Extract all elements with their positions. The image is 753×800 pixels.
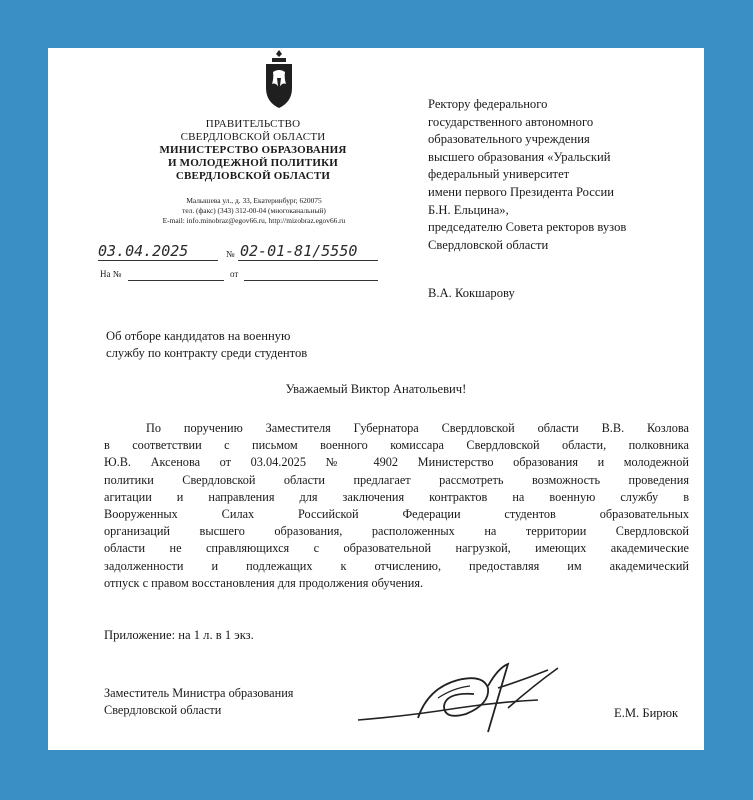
body-line: области не справляющихся с образовательной нагрузкой, имеющих академические bbox=[104, 541, 689, 556]
number-underline bbox=[238, 260, 378, 261]
body-line: политики Свердловской области предлагает рассмотреть возможность проведения bbox=[104, 472, 689, 487]
ministry-contacts bbox=[104, 196, 404, 226]
header-line: СВЕРДЛОВСКОЙ ОБЛАСТИ bbox=[175, 170, 331, 182]
header-line: И МОЛОДЕЖНОЙ ПОЛИТИКИ bbox=[167, 157, 339, 169]
signer-name: Е.М. Бирюк bbox=[614, 706, 679, 720]
subject-line: службу по контракту среди студентов bbox=[106, 346, 308, 360]
number-label: № bbox=[226, 249, 235, 259]
date-underline bbox=[98, 260, 218, 261]
body-line: отпуск с правом восстановления для продолжения обучения. bbox=[104, 575, 424, 590]
document-number-block bbox=[98, 244, 398, 286]
signer-title-line: Заместитель Министра образования bbox=[104, 686, 294, 700]
letter-body bbox=[104, 420, 689, 592]
addressee-line: Б.Н. Ельцина», bbox=[428, 202, 509, 217]
letter-page bbox=[48, 48, 704, 750]
ministry-header bbox=[108, 118, 398, 183]
attachment-note: Приложение: на 1 л. в 1 экз. bbox=[104, 628, 254, 642]
ref-from-underline bbox=[244, 280, 378, 281]
header-line: МИНИСТЕРСТВО ОБРАЗОВАНИЯ bbox=[159, 144, 347, 156]
document-number: 02-01-81/5550 bbox=[240, 242, 358, 260]
greeting: Уважаемый Виктор Анатольевич! bbox=[285, 382, 467, 396]
body-line: Вооруженных Силах Российской Федерации студентов образовательных bbox=[104, 507, 689, 522]
signer-title bbox=[104, 685, 293, 719]
ref-number-label: На № bbox=[100, 269, 122, 279]
addressee-line: имени первого Президента России bbox=[428, 184, 614, 199]
coat-of-arms-emblem bbox=[258, 48, 300, 110]
addressee-line: председателю Совета ректоров вузов bbox=[428, 220, 627, 235]
body-line: задолженности и подлежащих к отчислению, предоставляя им академический bbox=[104, 558, 689, 573]
addressee-line: образовательного учреждения bbox=[428, 132, 590, 147]
header-line: ПРАВИТЕЛЬСТВО bbox=[205, 118, 301, 130]
addressee-line: государственного автономного bbox=[428, 114, 594, 129]
document-date: 03.04.2025 bbox=[98, 242, 189, 260]
handwritten-signature bbox=[348, 658, 578, 738]
addressee-line: федеральный университет bbox=[428, 167, 570, 182]
subject-line: Об отборе кандидатов на военную bbox=[106, 329, 291, 343]
body-line: организаций высшего образования, расположенных на территории Свердловской bbox=[104, 524, 689, 539]
body-line: агитации и направления для заключения контрактов на военную службу в bbox=[104, 489, 689, 504]
email-line: E-mail: info.minobraz@egov66.ru, http://mizobraz.egov66.ru bbox=[162, 216, 346, 225]
signer-title-line: Свердловской области bbox=[104, 703, 222, 717]
addressee-line: высшего образования «Уральский bbox=[428, 149, 611, 164]
header-line: СВЕРДЛОВСКОЙ ОБЛАСТИ bbox=[180, 131, 326, 143]
ref-from-label: от bbox=[230, 269, 239, 279]
body-line: в соответствии с письмом военного комиссара Свердловской области, полковника bbox=[104, 438, 689, 453]
addressee-block bbox=[428, 96, 698, 254]
letter-subject bbox=[106, 328, 406, 362]
body-line: Ю.В. Аксенова от 03.04.2025 № 4902 Министерство образования и молодежной bbox=[104, 455, 689, 470]
addressee-line: Ректору федерального bbox=[428, 97, 548, 111]
address-line: Малышева ул., д. 33, Екатеринбург, 620075 bbox=[186, 196, 322, 205]
ref-number-underline bbox=[128, 280, 224, 281]
body-line: По поручению Заместителя Губернатора Свердловской области В.В. Козлова bbox=[146, 421, 689, 435]
recipient-name: В.А. Кокшарову bbox=[428, 286, 515, 300]
addressee-line: Свердловской области bbox=[428, 237, 549, 252]
phone-line: тел. (факс) (343) 312-00-04 (многоканальный) bbox=[182, 206, 326, 215]
